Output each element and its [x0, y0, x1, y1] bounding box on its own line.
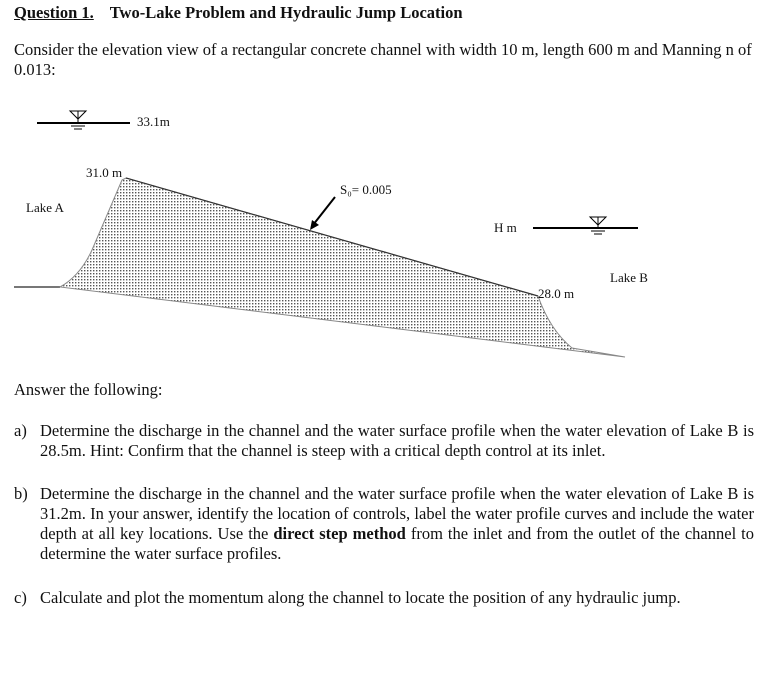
part-b-text: Determine the discharge in the channel and the water surface profile when the water elevation of Lake B is 31.2m. In your answer, identify the location of controls, label the water profile curves and include the water depth at all key locations. Use the direct step method from the inlet and from the outlet of the channel to determine the water surface profiles.	[40, 484, 754, 563]
channel-body	[60, 178, 625, 357]
lake-b-label: Lake B	[610, 270, 648, 285]
crest-elevation-label: 31.0 m	[86, 165, 123, 180]
outlet-elevation-label: 28.0 m	[538, 286, 575, 301]
part-a-letter: a)	[14, 421, 27, 440]
question-title: Two-Lake Problem and Hydraulic Jump Location	[109, 3, 463, 22]
intro-text: Consider the elevation view of a rectangular concrete channel with width 10 m, length 600 m and Manning n of 0.013:	[14, 40, 752, 79]
part-c-letter: c)	[14, 588, 27, 607]
question-heading	[14, 3, 463, 23]
part-a	[14, 421, 754, 461]
lake-a-water-surface	[37, 111, 130, 129]
part-c	[14, 588, 754, 608]
part-b	[14, 484, 754, 564]
slope-arrow	[313, 197, 335, 225]
h-label: H m	[494, 220, 517, 235]
lake-a-level-label: 33.1m	[137, 114, 170, 129]
part-b-letter: b)	[14, 484, 28, 503]
part-a-text: Determine the discharge in the channel and the water surface profile when the water elevation of Lake B is 28.5m. Hint: Confirm that the channel is steep with a critical depth control at its inlet.	[40, 421, 754, 460]
channel-diagram	[0, 100, 775, 370]
slope-label: S₀= 0.005	[340, 182, 392, 197]
question-number: Question 1.	[14, 3, 94, 22]
part-c-text: Calculate and plot the momentum along the channel to locate the position of any hydraulic jump.	[40, 588, 681, 607]
answer-heading: Answer the following:	[14, 380, 163, 399]
lake-a-label: Lake A	[26, 200, 64, 215]
part-b-bold: direct step method	[273, 524, 406, 543]
lake-b-water-surface	[533, 217, 638, 234]
